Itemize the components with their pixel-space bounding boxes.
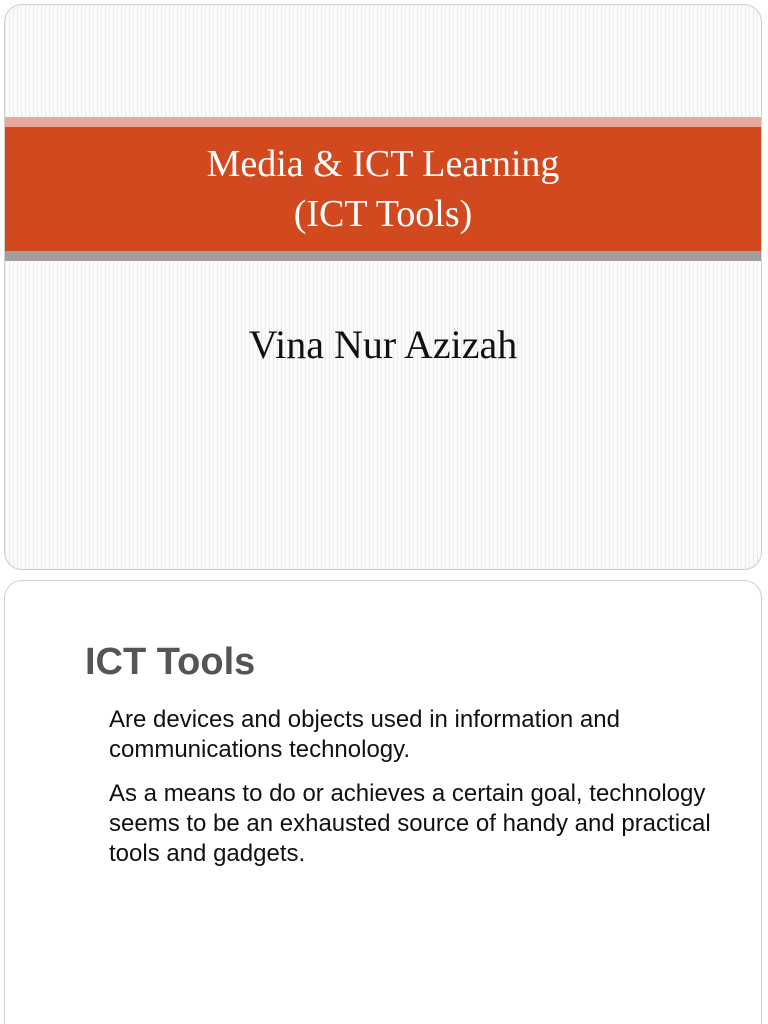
- title-band-top-stripe: [5, 117, 761, 127]
- slide-heading: ICT Tools: [85, 641, 256, 683]
- title-band: [5, 127, 761, 251]
- body-paragraph-2: As a means to do or achieves a certain goal, technology seems to be an exhausted source of handy and practical tools and gadgets.: [109, 780, 711, 867]
- body-paragraph-1: Are devices and objects used in information and communications technology.: [109, 706, 620, 763]
- content-slide: [4, 580, 762, 1024]
- title-slide: [4, 4, 762, 570]
- title-band-bottom-stripe: [5, 251, 761, 261]
- slide-title-line-1: Media & ICT Learning: [206, 143, 560, 185]
- author-name: Vina Nur Azizah: [248, 322, 518, 367]
- slide-title-line-2: (ICT Tools): [293, 193, 473, 235]
